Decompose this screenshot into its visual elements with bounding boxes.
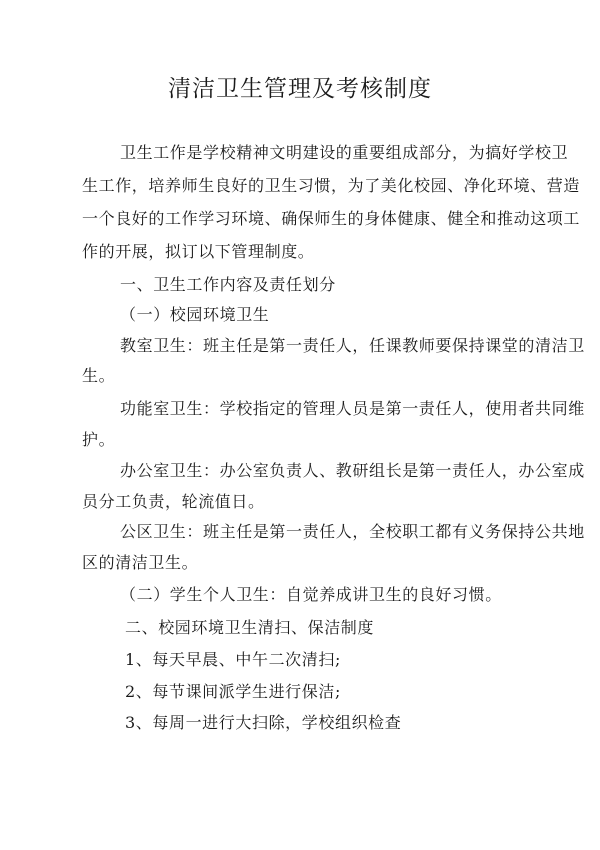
section-heading: 一、卫生工作内容及责任划分 — [120, 275, 336, 294]
subsection-heading: （一）校园环境卫生 — [120, 305, 270, 324]
subsection-heading: （二）学生个人卫生：自觉养成讲卫生的良好习惯。 — [120, 585, 502, 604]
function-room-hygiene-line: 护。 — [82, 430, 116, 449]
office-hygiene-line: 员分工负责，轮流值日。 — [82, 492, 265, 511]
intro-line: 卫生工作是学校精神文明建设的重要组成部分，为搞好学校卫 — [120, 143, 569, 162]
function-room-hygiene-line: 功能室卫生：学校指定的管理人员是第一责任人，使用者共同维 — [120, 399, 585, 418]
public-area-hygiene-line: 区的清洁卫生。 — [82, 553, 199, 572]
office-hygiene-line: 办公室卫生：办公室负责人、教研组长是第一责任人，办公室成 — [120, 461, 585, 480]
document-title: 清洁卫生管理及考核制度 — [168, 76, 432, 102]
rule-item: 1、每天早晨、中午二次清扫; — [125, 650, 341, 669]
section-heading: 二、校园环境卫生清扫、保洁制度 — [125, 618, 375, 637]
rule-item: 3、每周一进行大扫除，学校组织检查 — [125, 713, 402, 732]
rule-item: 2、每节课间派学生进行保洁; — [125, 682, 341, 701]
classroom-hygiene-line: 生。 — [82, 366, 116, 385]
public-area-hygiene-line: 公区卫生：班主任是第一责任人，全校职工都有义务保持公共地 — [120, 522, 585, 541]
intro-line: 作的开展，拟订以下管理制度。 — [82, 242, 315, 261]
intro-line: 生工作，培养师生良好的卫生习惯，为了美化校园、净化环境、营造 — [82, 176, 581, 195]
classroom-hygiene-line: 教室卫生：班主任是第一责任人，任课教师要保持课堂的清洁卫 — [120, 336, 585, 355]
intro-line: 一个良好的工作学习环境、确保师生的身体健康、健全和推动这项工 — [82, 209, 581, 228]
